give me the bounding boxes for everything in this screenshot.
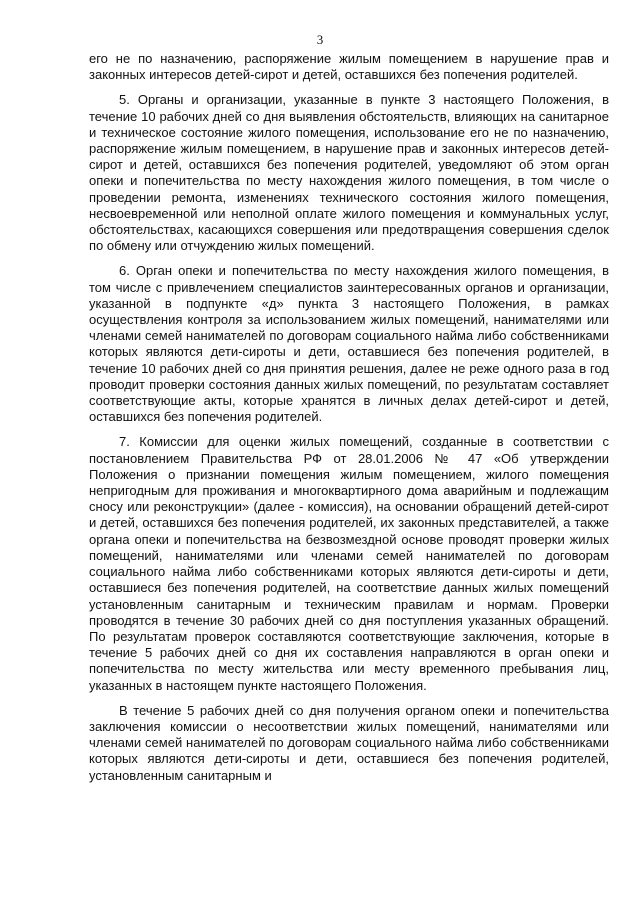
paragraph-continuation: его не по назначению, распоряжение жилым помещением в нарушение прав и законных интересов детей-сирот и детей, оставшихся без попечения родителей. bbox=[89, 51, 609, 83]
paragraph-item-6: 6. Орган опеки и попечительства по месту нахождения жилого помещения, в том числе с привлечением специалистов заинтересованных органов и организации, указанной в подпункте «д» пункта 3 настоящего Положения, в рамках осуществления контроля за использованием жилых помещений, нанимателями или членами семей нанимателей по договорам социального найма либо собственниками которых являются дети-сироты и дети, оставшиеся без попечения родителей, в течение 10 рабочих дней со дня принятия решения, далее не реже одного раза в год проводит проверки состояния данных жилых помещений, по результатам составляет соответствующие акты, которые хранятся в личных делах детей-сирот и детей, оставшихся без попечения родителей. bbox=[89, 263, 609, 425]
paragraph-item-7: 7. Комиссии для оценки жилых помещений, созданные в соответствии с постановлением Правительства РФ от 28.01.2006 № 47 «Об утверждении Положения о признании помещения жилым помещением, жилого помещения непригодным для проживания и многоквартирного дома аварийным и подлежащим сносу или реконструкции» (далее - комиссия), на основании обращений детей-сирот и детей, оставшихся без попечения родителей, их законных представителей, а также органа опеки и попечительства на безвозмездной основе проводят проверки жилых помещений, нанимателями или членами семей нанимателей по договорам социального найма либо собственниками которых являются дети-сироты и дети, оставшиеся без попечения родителей, на соответствие данных жилых помещений установленным санитарным и техническим правилам и нормам. Проверки проводятся в течение 30 рабочих дней со дня поступления указанных обращений. По результатам проверок составляются соответствующие заключения, которые в течение 5 рабочих дней со дня их составления направляются в орган опеки и попечительства по месту жительства или месту временного пребывания лиц, указанных в настоящем пункте настоящего Положения. bbox=[89, 434, 609, 693]
paragraph-item-5: 5. Органы и организации, указанные в пункте 3 настоящего Положения, в течение 10 рабочих дней со дня выявления обстоятельств, влияющих на санитарное и техническое состояние жилого помещения, использование его не по назначению, распоряжение жилым помещением, в нарушение прав и законных интересов детей-сирот и детей, оставшихся без попечения родителей, уведомляют об этом орган опеки и попечительства по месту нахождения жилого помещения, в том числе о проведении ремонта, изменениях технического состояния жилого помещения, несвоевременной или неполной оплате жилого помещения и коммунальных услуг, обстоятельствах, касающихся совершения или предотвращения совершения сделок по обмену или отчуждению жилых помещений. bbox=[89, 92, 609, 254]
paragraph-item-7-continued: В течение 5 рабочих дней со дня получения органом опеки и попечительства заключения комиссии о несоответствии жилых помещений, нанимателями или членами семей нанимателей по договорам социального найма либо собственниками которых являются дети-сироты и дети, оставшиеся без попечения родителей, установленным санитарным и bbox=[89, 702, 609, 783]
document-body bbox=[89, 51, 609, 784]
page-number: 3 bbox=[316, 32, 324, 47]
